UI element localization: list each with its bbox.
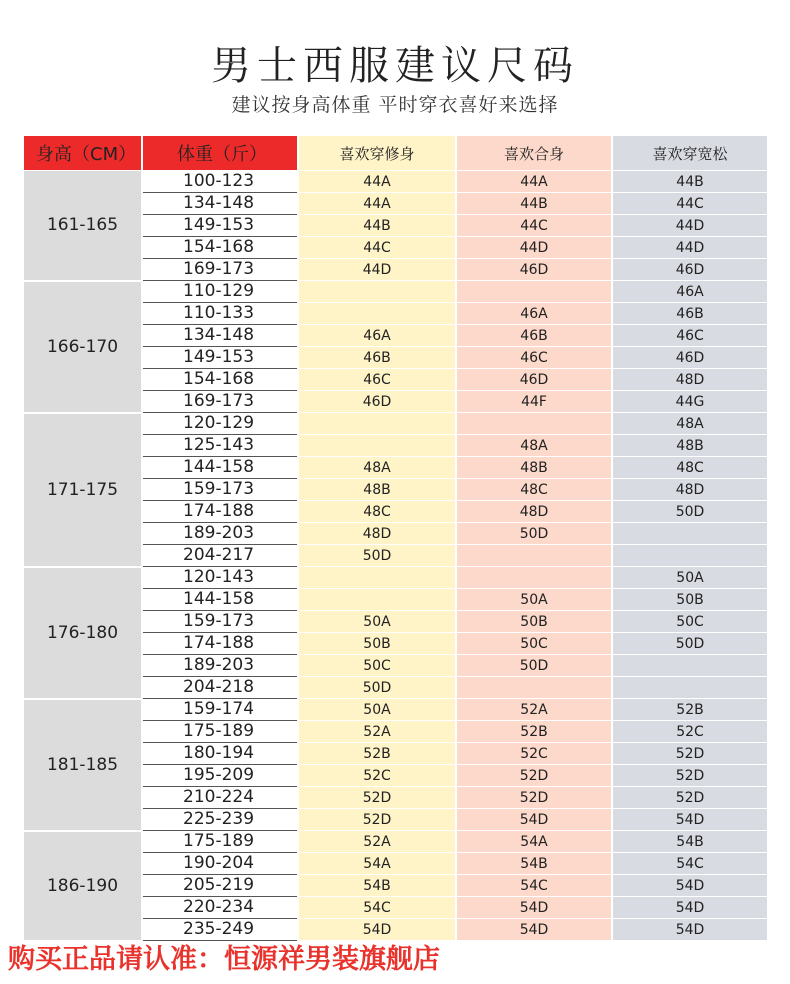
- weight-range-cell: 100-123: [142, 171, 298, 193]
- weight-range-cell: 149-153: [142, 215, 298, 237]
- loose-size-cell: 54C: [612, 853, 768, 875]
- weight-range-cell: 159-173: [142, 611, 298, 633]
- slim-size-cell: 54D: [298, 919, 456, 941]
- weight-range-cell: 154-168: [142, 237, 298, 259]
- loose-size-cell: 50D: [612, 501, 768, 523]
- fit-size-cell: 44D: [456, 237, 612, 259]
- weight-range-cell: 190-204: [142, 853, 298, 875]
- loose-size-cell: [612, 655, 768, 677]
- slim-size-cell: 54B: [298, 875, 456, 897]
- size-table-body: [24, 171, 768, 941]
- slim-size-cell: 48A: [298, 457, 456, 479]
- fit-size-cell: 52D: [456, 787, 612, 809]
- loose-size-cell: 52C: [612, 721, 768, 743]
- weight-range-cell: 220-234: [142, 897, 298, 919]
- loose-size-cell: 48C: [612, 457, 768, 479]
- fit-size-cell: 52A: [456, 699, 612, 721]
- fit-size-cell: 44F: [456, 391, 612, 413]
- weight-range-cell: 189-203: [142, 523, 298, 545]
- fit-size-cell: 46D: [456, 369, 612, 391]
- loose-size-cell: 52B: [612, 699, 768, 721]
- loose-size-cell: 46A: [612, 281, 768, 303]
- loose-size-cell: 52D: [612, 765, 768, 787]
- weight-range-cell: 205-219: [142, 875, 298, 897]
- slim-size-cell: [298, 567, 456, 589]
- weight-range-cell: 235-249: [142, 919, 298, 941]
- table-row: [24, 281, 768, 303]
- slim-size-cell: [298, 303, 456, 325]
- loose-size-cell: 46C: [612, 325, 768, 347]
- fit-size-cell: 48B: [456, 457, 612, 479]
- weight-range-cell: 125-143: [142, 435, 298, 457]
- table-row: [24, 831, 768, 853]
- weight-range-cell: 204-218: [142, 677, 298, 699]
- loose-size-cell: 52D: [612, 743, 768, 765]
- fit-size-cell: 48C: [456, 479, 612, 501]
- loose-size-cell: [612, 677, 768, 699]
- loose-size-cell: 46D: [612, 259, 768, 281]
- weight-range-cell: 110-129: [142, 281, 298, 303]
- fit-size-cell: 52C: [456, 743, 612, 765]
- fit-size-cell: 46D: [456, 259, 612, 281]
- weight-range-cell: 159-173: [142, 479, 298, 501]
- weight-range-cell: 210-224: [142, 787, 298, 809]
- height-range-cell: 176-180: [24, 567, 142, 699]
- weight-range-cell: 174-188: [142, 501, 298, 523]
- weight-range-cell: 195-209: [142, 765, 298, 787]
- weight-range-cell: 169-173: [142, 259, 298, 281]
- footer-notice: 购买正品请认准：恒源祥男装旗舰店: [0, 944, 790, 984]
- height-range-cell: 171-175: [24, 413, 142, 567]
- loose-size-cell: 48A: [612, 413, 768, 435]
- fit-size-cell: 44B: [456, 193, 612, 215]
- weight-column-header: 体重（斤）: [142, 136, 298, 171]
- weight-range-cell: 204-217: [142, 545, 298, 567]
- loose-size-cell: [612, 523, 768, 545]
- loose-size-cell: 54D: [612, 919, 768, 941]
- slim-size-cell: 50A: [298, 611, 456, 633]
- slim-size-cell: 44D: [298, 259, 456, 281]
- weight-range-cell: 144-158: [142, 457, 298, 479]
- fit-size-cell: [456, 545, 612, 567]
- slim-size-cell: 52D: [298, 809, 456, 831]
- table-row: [24, 413, 768, 435]
- loose-size-cell: 44B: [612, 171, 768, 193]
- loose-size-cell: 48D: [612, 479, 768, 501]
- loose-size-cell: 50B: [612, 589, 768, 611]
- loose-size-cell: 48B: [612, 435, 768, 457]
- loose-size-cell: 50D: [612, 633, 768, 655]
- loose-size-cell: 54B: [612, 831, 768, 853]
- weight-range-cell: 120-143: [142, 567, 298, 589]
- slim-size-cell: 52C: [298, 765, 456, 787]
- slim-size-cell: 48C: [298, 501, 456, 523]
- slim-size-cell: 52B: [298, 743, 456, 765]
- slim-size-cell: [298, 413, 456, 435]
- fit-size-cell: 46C: [456, 347, 612, 369]
- weight-range-cell: 189-203: [142, 655, 298, 677]
- height-range-cell: 186-190: [24, 831, 142, 941]
- height-range-cell: 181-185: [24, 699, 142, 831]
- weight-range-cell: 175-189: [142, 831, 298, 853]
- fit-size-cell: 44C: [456, 215, 612, 237]
- fit-column-header: 喜欢合身: [456, 136, 612, 171]
- loose-size-cell: 46D: [612, 347, 768, 369]
- slim-size-cell: 48B: [298, 479, 456, 501]
- loose-size-cell: 44D: [612, 215, 768, 237]
- fit-size-cell: 54D: [456, 809, 612, 831]
- fit-size-cell: 50A: [456, 589, 612, 611]
- slim-size-cell: 52A: [298, 831, 456, 853]
- slim-size-cell: 50D: [298, 677, 456, 699]
- fit-size-cell: [456, 413, 612, 435]
- slim-size-cell: 50C: [298, 655, 456, 677]
- weight-range-cell: 169-173: [142, 391, 298, 413]
- fit-size-cell: 46A: [456, 303, 612, 325]
- fit-size-cell: 54D: [456, 897, 612, 919]
- loose-size-cell: 54D: [612, 897, 768, 919]
- height-column-header: 身高（CM）: [24, 136, 142, 171]
- fit-size-cell: 54A: [456, 831, 612, 853]
- slim-size-cell: 54C: [298, 897, 456, 919]
- table-header-row: [24, 136, 768, 171]
- size-table: [24, 136, 769, 942]
- slim-size-cell: 46B: [298, 347, 456, 369]
- slim-size-cell: [298, 281, 456, 303]
- fit-size-cell: 52B: [456, 721, 612, 743]
- loose-column-header: 喜欢穿宽松: [612, 136, 768, 171]
- table-row: [24, 171, 768, 193]
- fit-size-cell: 54C: [456, 875, 612, 897]
- slim-size-cell: 52D: [298, 787, 456, 809]
- loose-size-cell: 50A: [612, 567, 768, 589]
- page-subtitle: 建议按身高体重 平时穿衣喜好来选择: [231, 94, 559, 116]
- slim-size-cell: 46A: [298, 325, 456, 347]
- fit-size-cell: 48A: [456, 435, 612, 457]
- slim-size-cell: 44B: [298, 215, 456, 237]
- loose-size-cell: 54D: [612, 809, 768, 831]
- fit-size-cell: 50D: [456, 655, 612, 677]
- slim-size-cell: [298, 435, 456, 457]
- weight-range-cell: 174-188: [142, 633, 298, 655]
- slim-size-cell: [298, 589, 456, 611]
- fit-size-cell: 54B: [456, 853, 612, 875]
- loose-size-cell: 44C: [612, 193, 768, 215]
- fit-size-cell: 50C: [456, 633, 612, 655]
- fit-size-cell: [456, 281, 612, 303]
- loose-size-cell: 52D: [612, 787, 768, 809]
- slim-size-cell: 46C: [298, 369, 456, 391]
- fit-size-cell: 54D: [456, 919, 612, 941]
- weight-range-cell: 159-174: [142, 699, 298, 721]
- slim-size-cell: 44C: [298, 237, 456, 259]
- fit-size-cell: 50B: [456, 611, 612, 633]
- table-row: [24, 699, 768, 721]
- loose-size-cell: [612, 545, 768, 567]
- loose-size-cell: 50C: [612, 611, 768, 633]
- height-range-cell: 161-165: [24, 171, 142, 281]
- weight-range-cell: 134-148: [142, 193, 298, 215]
- fit-size-cell: [456, 567, 612, 589]
- loose-size-cell: 44D: [612, 237, 768, 259]
- fit-size-cell: 48D: [456, 501, 612, 523]
- slim-size-cell: 50A: [298, 699, 456, 721]
- slim-size-cell: 44A: [298, 171, 456, 193]
- page-title: 男士西服建议尺码: [211, 43, 579, 89]
- weight-range-cell: 154-168: [142, 369, 298, 391]
- slim-size-cell: 54A: [298, 853, 456, 875]
- weight-range-cell: 144-158: [142, 589, 298, 611]
- weight-range-cell: 134-148: [142, 325, 298, 347]
- weight-range-cell: 225-239: [142, 809, 298, 831]
- weight-range-cell: 180-194: [142, 743, 298, 765]
- slim-size-cell: 52A: [298, 721, 456, 743]
- height-range-cell: 166-170: [24, 281, 142, 413]
- loose-size-cell: 46B: [612, 303, 768, 325]
- slim-size-cell: 48D: [298, 523, 456, 545]
- weight-range-cell: 149-153: [142, 347, 298, 369]
- table-row: [24, 567, 768, 589]
- fit-size-cell: 50D: [456, 523, 612, 545]
- slim-size-cell: 50D: [298, 545, 456, 567]
- slim-size-cell: 44A: [298, 193, 456, 215]
- slim-column-header: 喜欢穿修身: [298, 136, 456, 171]
- fit-size-cell: [456, 677, 612, 699]
- fit-size-cell: 46B: [456, 325, 612, 347]
- loose-size-cell: 44G: [612, 391, 768, 413]
- loose-size-cell: 48D: [612, 369, 768, 391]
- slim-size-cell: 46D: [298, 391, 456, 413]
- slim-size-cell: 50B: [298, 633, 456, 655]
- fit-size-cell: 52D: [456, 765, 612, 787]
- fit-size-cell: 44A: [456, 171, 612, 193]
- weight-range-cell: 175-189: [142, 721, 298, 743]
- weight-range-cell: 120-129: [142, 413, 298, 435]
- loose-size-cell: 54D: [612, 875, 768, 897]
- weight-range-cell: 110-133: [142, 303, 298, 325]
